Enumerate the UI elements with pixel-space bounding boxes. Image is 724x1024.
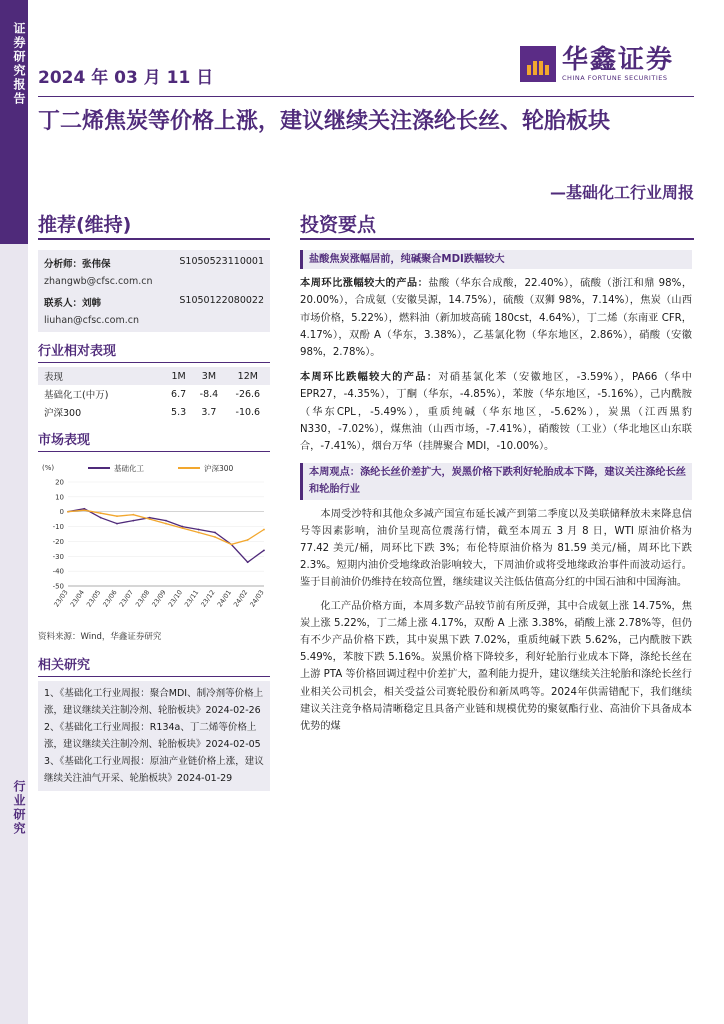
fall-text: 对硝基氯化苯（安徽地区，-3.59%），PA66（华中 EPR27，-4.35%），丁酮（华东，-4.85%），苯胺（华东地区，-5.16%），己内酰胺（华东CPL，-5.49%），重质纯碱（华东地区，-5.62%），炭黑（江西黑豹 N330，-7.02%），煤焦油（山西市场，-7.41%），硝酸铵（工业）（华北地区山东联合，-7.41%），烟台万华（挂牌聚合 MDI，-10.00%）。 — [300, 372, 692, 453]
x-tick-label: 24/02 — [232, 588, 250, 609]
related-list — [38, 681, 270, 791]
header-divider — [38, 96, 694, 97]
y-tick-label: 0 — [59, 508, 64, 517]
performance-table — [38, 367, 270, 421]
rating-rule — [38, 238, 270, 240]
section-heading-view: 本周观点：涤纶长丝价差扩大，炭黑价格下跌利好轮胎成本下降，建议关注涤纶长丝和轮胎行业 — [300, 463, 692, 499]
body-paragraph-chemicals: 化工产品价格方面，本周多数产品较节前有所反弹，其中合成氨上涨 14.75%，焦炭上涨 5.22%，丁二烯上涨 4.17%，双酚 A 上涨 3.38%，硝酸上涨 2.78%等，但仍有不少产品价格下跌，其中炭黑下跌 7.02%，重质纯碱下跌 5.62%，己内酰胺下跌 5.49%，苯胺下跌 5.16%。炭黑价格下降较多，利好轮胎行业成本下降，涤纶长丝在上游 PTA 等价格回调过程中价差扩大，盈利能力提升，建议继续关注轮胎和涤纶长丝行业相关公司机会，相关受益公司赛轮股份和新凤鸣等。2024年供需错配下，我们继续建议关注竞争格局清晰稳定且具备产业链和规模优势的聚氨酯行业、高油价下具备成本优势的煤 — [300, 600, 692, 733]
table-cell: 沪深300 — [44, 408, 82, 419]
y-tick-label: -30 — [52, 552, 64, 561]
fall-paragraph — [300, 369, 692, 455]
series-point — [165, 520, 167, 522]
market-chart — [38, 456, 270, 629]
x-tick-label: 23/04 — [68, 588, 86, 609]
series-point — [263, 549, 265, 551]
x-tick-label: 23/05 — [85, 588, 103, 609]
rise-text: 盐酸（华东合成酸，22.40%），硫酸（浙江和鼎 98%，20.00%），合成氨（安徽昊源，14.75%），硫酸（双狮 98%，7.14%），焦炭（山西市场价格，5.22%），燃料油（新加坡高硫 180cst，4.64%），丁二烯（东南亚 CFR，4.17%），双酚 A（华东，3.38%），乙基氯化物（华东地区，2.86%），硝酸（安徽98%，2.78%）。 — [300, 278, 693, 359]
invest-heading: 投资要点 — [300, 214, 377, 236]
contact-email[interactable]: liuhan@cfsc.com.cn — [44, 315, 139, 326]
series-point — [198, 529, 200, 531]
series-point — [247, 561, 249, 563]
series-point — [100, 512, 102, 514]
chart-source: 资料来源：Wind，华鑫证券研究 — [38, 632, 162, 642]
series-line-1 — [68, 509, 264, 563]
x-tick-label: 23/10 — [166, 588, 184, 609]
y-tick-label: -50 — [52, 582, 64, 591]
analyst-name: 分析师：张伟保 — [44, 259, 111, 270]
y-axis-label: (%) — [42, 464, 55, 472]
x-tick-label: 23/11 — [183, 588, 201, 609]
right-column — [300, 250, 692, 741]
performance-heading: 行业相对表现 — [38, 340, 270, 363]
market-chart-svg — [38, 456, 270, 626]
brand-logo — [520, 46, 674, 82]
series-point — [230, 544, 232, 546]
y-tick-label: -40 — [52, 567, 64, 576]
series-point — [214, 532, 216, 534]
analyst-box — [38, 250, 270, 332]
series-point — [132, 520, 134, 522]
invest-rule — [300, 238, 694, 240]
series-point — [116, 515, 118, 517]
body-paragraph-oil: 本周受沙特和其他众多减产国宣布延长减产到第二季度以及美联储释放未来降息信号等因素影响，油价呈现高位震荡行情，截至本周五 3 月 8 日，WTI 原油价格为 77.42 美元/桶，周环比下跌 3%；布伦特原油价格为 81.59 美元/桶，周环比下跌 2.3%。短期内油价受地缘政治影响较大，下周油价或将受地缘政治事件而波动运行。鉴于目前油价仍维持在较高位置，继续建议关注低估值高分红的中国石油和中国海油。 — [300, 508, 692, 589]
report-subtitle: —基础化工行业周报 — [549, 183, 694, 202]
table-cell: 基础化工(中万) — [44, 390, 109, 401]
x-tick-label: 23/09 — [150, 588, 168, 609]
analyst-id: S1050523110001 — [179, 256, 264, 267]
left-column — [38, 250, 270, 791]
related-item[interactable]: 1、《基础化工行业周报：聚合MDI、制冷剂等价格上涨，建议继续关注制冷剂、轮胎板块》2024-02-26 — [44, 688, 264, 716]
related-item[interactable]: 2、《基础化工行业周报：R134a、丁二烯等价格上涨，建议继续关注制冷剂、轮胎板块》2024-02-05 — [44, 722, 261, 750]
series-point — [83, 509, 85, 511]
table-cell: -10.6 — [235, 406, 261, 418]
rise-label: 本周环比涨幅较大的产品： — [300, 278, 429, 290]
table-header: 3M — [192, 367, 225, 385]
sidebar-bottom-label: 行业研究 — [12, 780, 26, 836]
series-point — [116, 523, 118, 525]
series-point — [149, 518, 151, 520]
series-point — [132, 514, 134, 516]
series-point — [181, 527, 183, 529]
table-cell: -26.6 — [235, 388, 261, 400]
series-point — [247, 539, 249, 541]
contact-id: S1050122080022 — [179, 295, 264, 306]
table-row — [38, 385, 270, 403]
x-tick-label: 24/03 — [248, 588, 266, 609]
table-cell: -8.4 — [199, 388, 219, 400]
sidebar — [0, 0, 28, 1024]
table-cell: 3.7 — [201, 406, 217, 418]
series-point — [100, 517, 102, 519]
sidebar-top-label: 证券研究报告 — [12, 22, 26, 106]
section-heading-price-moves: 盐酸焦炭涨幅居前，纯碱聚合MDI跌幅较大 — [300, 250, 692, 269]
table-cell: 5.3 — [171, 406, 187, 418]
table-row — [38, 403, 270, 421]
y-tick-label: -20 — [52, 537, 64, 546]
series-point — [67, 511, 69, 513]
rise-paragraph — [300, 275, 692, 361]
related-heading: 相关研究 — [38, 654, 270, 677]
table-cell: 6.7 — [171, 388, 187, 400]
series-point — [263, 529, 265, 531]
legend-label: 基础化工 — [114, 464, 144, 473]
table-header: 1M — [165, 367, 192, 385]
legend-label: 沪深300 — [204, 464, 234, 473]
table-header: 12M — [226, 367, 270, 385]
y-tick-label: 10 — [55, 493, 64, 502]
logo-english: CHINA FORTUNE SECURITIES — [562, 74, 668, 82]
logo-mark-icon — [520, 46, 556, 82]
x-tick-label: 23/03 — [52, 588, 70, 609]
market-heading: 市场表现 — [38, 429, 270, 452]
fall-label: 本周环比跌幅较大的产品： — [300, 372, 439, 384]
report-title: 丁二烯焦炭等价格上涨，建议继续关注涤纶长丝、轮胎板块 — [38, 109, 611, 134]
analyst-email[interactable]: zhangwb@cfsc.com.cn — [44, 276, 153, 287]
x-tick-label: 24/01 — [215, 588, 233, 609]
contact-name: 联系人：刘韩 — [44, 298, 102, 309]
x-tick-label: 23/12 — [199, 588, 217, 609]
x-tick-label: 23/06 — [101, 588, 119, 609]
series-point — [214, 536, 216, 538]
x-tick-label: 23/07 — [117, 588, 135, 609]
series-point — [165, 523, 167, 525]
y-tick-label: -10 — [52, 523, 64, 532]
rating-heading: 推荐(维持) — [38, 214, 132, 236]
table-header: 表现 — [38, 367, 165, 385]
logo-name: 华鑫证券 — [562, 45, 675, 75]
report-date: 2024 年 03 月 11 日 — [38, 68, 214, 88]
x-tick-label: 23/08 — [134, 588, 152, 609]
related-item[interactable]: 3、《基础化工行业周报：原油产业链价格上涨，建议继续关注油气开采、轮胎板块》2024-01-29 — [44, 756, 264, 784]
y-tick-label: 20 — [55, 478, 64, 487]
series-point — [198, 532, 200, 534]
